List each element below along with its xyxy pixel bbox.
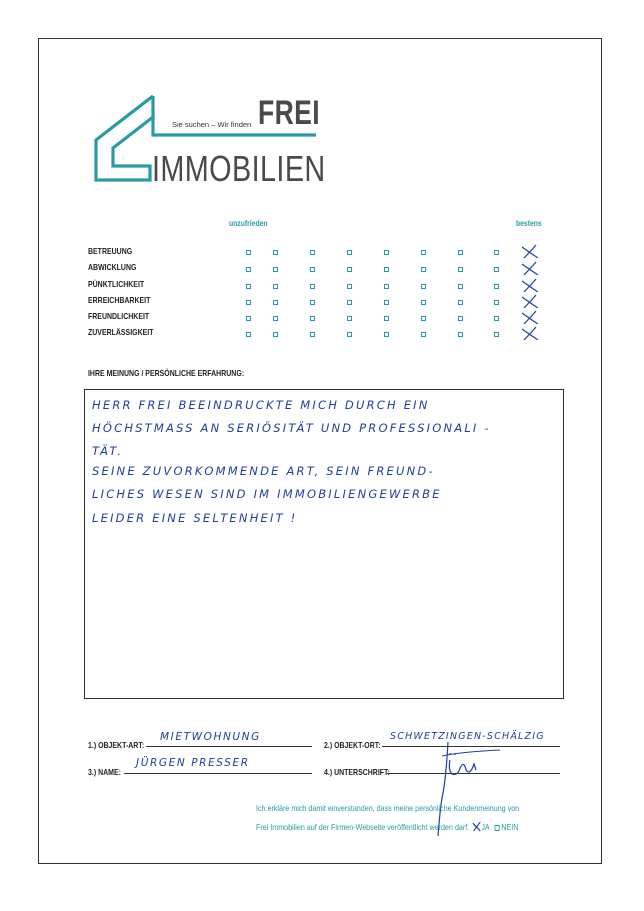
consent-nein-checkbox[interactable] bbox=[495, 825, 500, 831]
rating-checkbox[interactable] bbox=[421, 267, 426, 272]
consent-text-2 bbox=[256, 822, 518, 832]
rating-checkbox[interactable] bbox=[273, 316, 278, 321]
logo-tagline: Sie suchen – Wir finden bbox=[172, 120, 252, 129]
rating-cross-icon bbox=[520, 278, 540, 292]
rating-checkbox[interactable] bbox=[458, 316, 463, 321]
rating-checkbox[interactable] bbox=[310, 316, 315, 321]
rating-checkbox[interactable] bbox=[310, 250, 315, 255]
opinion-label: IHRE MEINUNG / PERSÖNLICHE ERFAHRUNG: bbox=[88, 368, 245, 378]
rating-checkbox[interactable] bbox=[273, 284, 278, 289]
rating-label-abwicklung: ABWICKLUNG bbox=[88, 262, 137, 272]
rating-checkbox[interactable] bbox=[347, 316, 352, 321]
logo-brand-bottom: IMMOBILIEN bbox=[152, 148, 326, 189]
opinion-textarea[interactable] bbox=[84, 389, 564, 699]
rating-checkbox[interactable] bbox=[458, 250, 463, 255]
cross-icon bbox=[473, 822, 481, 832]
rating-checkbox[interactable] bbox=[458, 300, 463, 305]
rating-checkbox[interactable] bbox=[494, 332, 499, 337]
rating-checkbox[interactable] bbox=[494, 250, 499, 255]
rating-label-freundlichkeit: FREUNDLICHKEIT bbox=[88, 311, 150, 321]
rating-checkbox[interactable] bbox=[421, 300, 426, 305]
rating-label-zuverlaessigkeit: ZUVERLÄSSIGKEIT bbox=[88, 327, 154, 337]
consent-text-1: Ich erkläre mich damit einverstanden, dass meine persönliche Kundenmeinung von bbox=[256, 803, 520, 813]
rating-checkbox[interactable] bbox=[494, 267, 499, 272]
rating-checkbox[interactable] bbox=[310, 300, 315, 305]
rating-checkbox[interactable] bbox=[273, 332, 278, 337]
rating-checkbox[interactable] bbox=[384, 332, 389, 337]
objekt-art-line bbox=[146, 746, 312, 747]
rating-label-betreuung: BETREUUNG bbox=[88, 246, 133, 256]
rating-checkbox[interactable] bbox=[246, 300, 251, 305]
rating-checkbox[interactable] bbox=[310, 284, 315, 289]
rating-checkbox[interactable] bbox=[421, 284, 426, 289]
rating-checkbox[interactable] bbox=[494, 284, 499, 289]
rating-checkbox[interactable] bbox=[273, 250, 278, 255]
rating-checkbox[interactable] bbox=[421, 332, 426, 337]
rating-checkbox[interactable] bbox=[246, 284, 251, 289]
unterschrift-label: 4.) UNTERSCHRIFT: bbox=[324, 767, 390, 777]
rating-header-low: unzufrieden bbox=[229, 219, 268, 228]
objekt-art-value[interactable]: MIETWOHNUNG bbox=[160, 731, 261, 743]
logo-brand-top: FREI bbox=[258, 94, 320, 132]
objekt-art-label: 1.) OBJEKT-ART: bbox=[88, 740, 145, 750]
rating-checkbox[interactable] bbox=[310, 267, 315, 272]
rating-checkbox[interactable] bbox=[347, 284, 352, 289]
rating-cross-icon bbox=[520, 244, 540, 258]
rating-label-erreichbarkeit: ERREICHBARKEIT bbox=[88, 295, 151, 305]
rating-checkbox[interactable] bbox=[347, 267, 352, 272]
name-label: 3.) NAME: bbox=[88, 767, 121, 777]
consent-ja-checkbox[interactable] bbox=[475, 825, 480, 831]
opinion-line-1: HERR FREI BEEINDRUCKTE MICH DURCH EIN bbox=[92, 398, 430, 412]
rating-checkbox[interactable] bbox=[310, 332, 315, 337]
opinion-line-2: HÖCHSTMASS AN SERIÖSITÄT UND PROFESSIONALI - bbox=[92, 421, 491, 435]
rating-checkbox[interactable] bbox=[494, 316, 499, 321]
rating-checkbox[interactable] bbox=[421, 250, 426, 255]
rating-label-puenktlichkeit: PÜNKTLICHKEIT bbox=[88, 279, 145, 289]
rating-checkbox[interactable] bbox=[246, 267, 251, 272]
rating-checkbox[interactable] bbox=[384, 284, 389, 289]
objekt-ort-value[interactable]: SCHWETZINGEN-SCHÄLZIG bbox=[390, 731, 545, 742]
opinion-line-5: LICHES WESEN SIND IM IMMOBILIENGEWERBE bbox=[92, 487, 442, 501]
rating-checkbox[interactable] bbox=[458, 267, 463, 272]
rating-checkbox[interactable] bbox=[384, 267, 389, 272]
rating-checkbox[interactable] bbox=[494, 300, 499, 305]
rating-checkbox[interactable] bbox=[273, 267, 278, 272]
rating-checkbox[interactable] bbox=[384, 316, 389, 321]
consent-ja-label: JA bbox=[481, 822, 490, 832]
rating-cross-icon bbox=[520, 310, 540, 324]
rating-checkbox[interactable] bbox=[384, 250, 389, 255]
rating-cross-icon bbox=[520, 261, 540, 275]
opinion-line-6: LEIDER EINE SELTENHEIT ! bbox=[92, 511, 298, 525]
rating-checkbox[interactable] bbox=[246, 316, 251, 321]
opinion-line-4: SEINE ZUVORKOMMENDE ART, SEIN FREUND- bbox=[92, 464, 435, 478]
rating-checkbox[interactable] bbox=[384, 300, 389, 305]
rating-checkbox[interactable] bbox=[246, 332, 251, 337]
opinion-line-3: TÄT. bbox=[92, 444, 124, 458]
rating-checkbox[interactable] bbox=[246, 250, 251, 255]
rating-checkbox[interactable] bbox=[421, 316, 426, 321]
rating-checkbox[interactable] bbox=[347, 300, 352, 305]
objekt-ort-label: 2.) OBJEKT-ORT: bbox=[324, 740, 381, 750]
consent-nein-label: NEIN bbox=[501, 822, 519, 832]
name-value[interactable]: JÜRGEN PRESSER bbox=[136, 757, 250, 769]
rating-checkbox[interactable] bbox=[458, 332, 463, 337]
rating-checkbox[interactable] bbox=[347, 332, 352, 337]
rating-cross-icon bbox=[520, 326, 540, 340]
rating-checkbox[interactable] bbox=[458, 284, 463, 289]
consent-text-2-body: Frei Immobilien auf der Firmen-Webseite veröffentlicht werden darf. bbox=[256, 822, 470, 832]
rating-checkbox[interactable] bbox=[347, 250, 352, 255]
rating-checkbox[interactable] bbox=[273, 300, 278, 305]
rating-cross-icon bbox=[520, 294, 540, 308]
name-line bbox=[124, 773, 312, 774]
rating-header-high: bestens bbox=[516, 219, 542, 228]
